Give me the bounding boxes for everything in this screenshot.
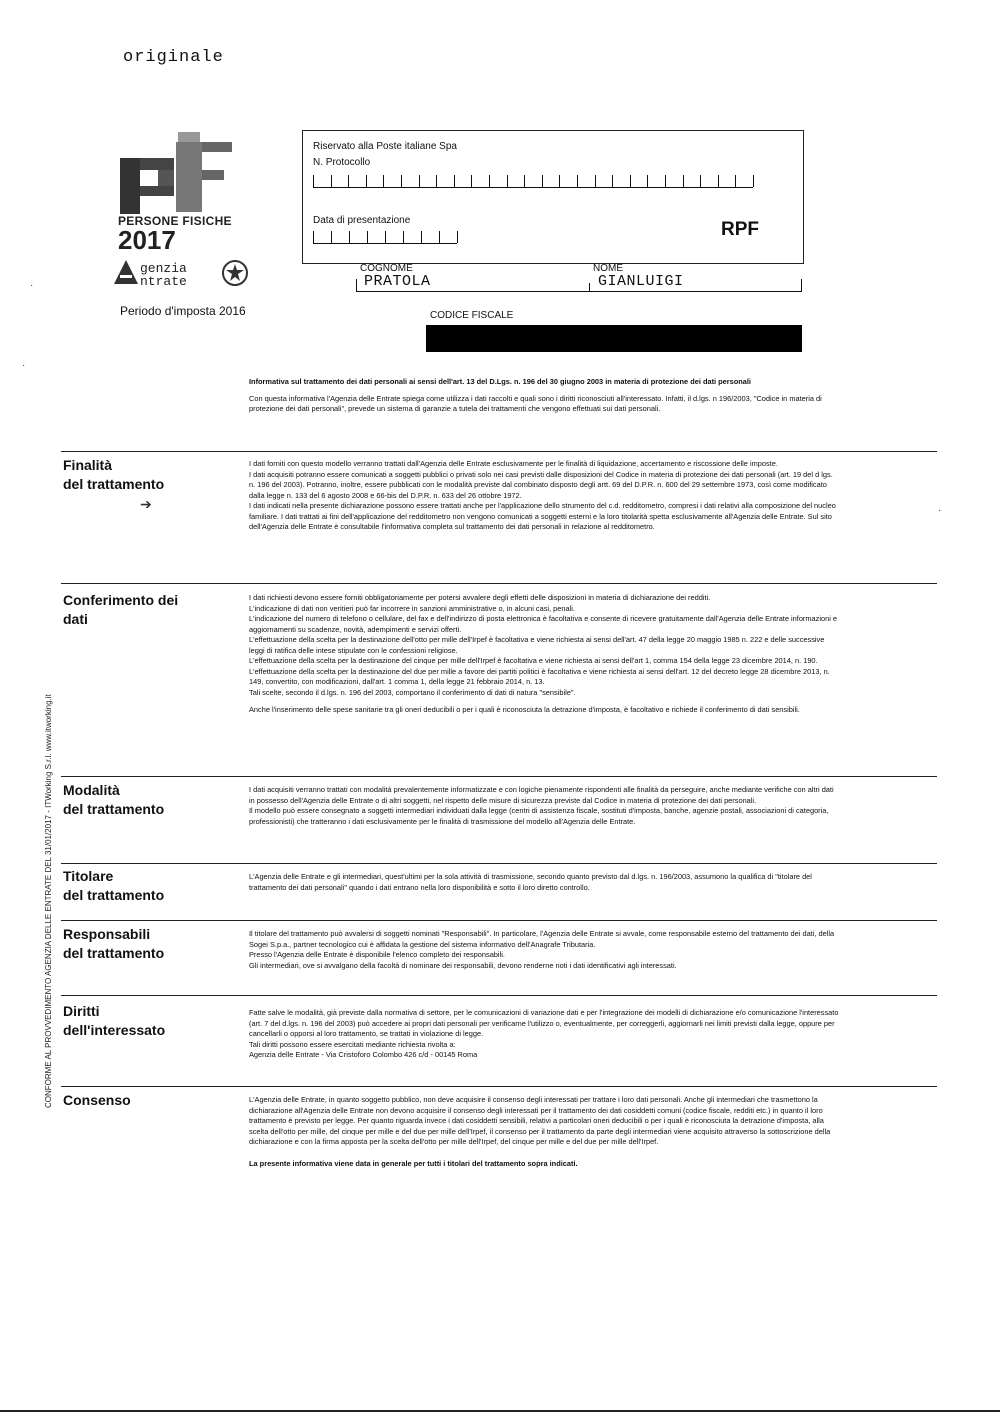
tick-mark xyxy=(735,175,736,187)
paragraph: I dati richiesti devono essere forniti obbligatoriamente per potersi avvalere degli effetti delle disposizioni in materia di dichiarazione dei redditi. xyxy=(249,593,711,602)
tick-mark xyxy=(647,175,648,187)
paragraph: Presso l'Agenzia delle Entrate è disponibile l'elenco completo dei responsabili. xyxy=(249,950,505,959)
surname-value: PRATOLA xyxy=(364,273,431,290)
tick-mark xyxy=(421,231,422,243)
section-title-line: Finalità xyxy=(63,457,113,473)
bottom-edge xyxy=(0,1410,1000,1412)
tick-mark xyxy=(454,175,455,187)
paragraph: Anche l'inserimento delle spese sanitarie tra gli oneri deducibili o per i quali è riconosciuta la detrazione d'imposta, è facoltativo e richiede il conferimento di dati sensibili. xyxy=(249,705,800,714)
section-body xyxy=(249,593,839,716)
reserved-box xyxy=(302,130,804,264)
divider xyxy=(61,776,937,777)
paragraph: Il titolare del trattamento può avvalersi di soggetti nominati "Responsabili". In particolare, l'Agenzia delle Entrate si avvale, come responsabile esterno del trattamento dei dati, della Sogei S.p.a., partner tecnologico cui è affidata la gestione del sistema informativo dell'Anagrafe Tributaria. xyxy=(249,929,835,949)
divider xyxy=(61,863,937,864)
closing-note: La presente informativa viene data in generale per tutti i titolari del trattamento sopra indicati. xyxy=(249,1158,578,1168)
section-title xyxy=(63,781,164,819)
protocol-label: N. Protocollo xyxy=(313,157,371,168)
tick-mark xyxy=(471,175,472,187)
section-title-line: dati xyxy=(63,611,88,627)
divider xyxy=(61,1086,937,1087)
section-title-line: dell'interessato xyxy=(63,1022,166,1038)
section-title-line: del trattamento xyxy=(63,887,165,903)
paragraph: Tali scelte, secondo il d.lgs. n. 196 del 2003, comportano il conferimento di dati di natura "sensibile". xyxy=(249,687,576,697)
fiscal-code-label: CODICE FISCALE xyxy=(430,310,514,321)
section-body xyxy=(249,1008,839,1061)
tick-mark xyxy=(403,231,404,243)
section-body xyxy=(249,1095,839,1169)
logo-line2: 2017 xyxy=(118,225,176,255)
paragraph: L'indicazione di dati non veritieri può far incorrere in sanzioni amministrative o, in alcuni casi, penali. xyxy=(249,603,575,613)
section-title-line: del trattamento xyxy=(63,801,165,817)
section-title xyxy=(63,925,164,963)
tick-mark xyxy=(753,175,754,187)
name-value: GIANLUIGI xyxy=(598,273,684,290)
paragraph: L'effettuazione della scelta per la destinazione del cinque per mille dell'Irpef è facoltativa e viene richiesta ai sensi dell'art 1, comma 154 della legge 23 dicembre 2014, n. 190. xyxy=(249,656,818,665)
section-title-line: Conferimento dei xyxy=(63,592,179,608)
tick-mark xyxy=(718,175,719,187)
tick-mark xyxy=(313,175,314,187)
section-title-line: del trattamento xyxy=(63,945,165,961)
section-body xyxy=(249,459,839,533)
name-label: NOME xyxy=(593,263,623,274)
divider xyxy=(61,451,937,452)
tick-mark xyxy=(489,175,490,187)
scan-mark: · xyxy=(30,280,34,291)
protocol-field xyxy=(313,175,753,188)
tick-mark xyxy=(439,231,440,243)
scan-mark: · xyxy=(22,360,26,371)
paragraph: L'Agenzia delle Entrate e gli intermediari, quest'ultimi per la sola attività di trasmissione, secondo quanto previsto dal d.lgs. n. 196/2003, assumono la qualifica di "titolare del trattamento dei dati personali" quando i dati entrano nella loro disponibilità e sotto il loro diretto controllo. xyxy=(249,872,812,892)
paragraph: I dati acquisiti verranno trattati con modalità prevalentemente informatizzate e con logiche pienamente rispondenti alle finalità da perseguire, anche mediante verifiche con altri dati in possesso dell'Agenzia delle Entrate o di altri soggetti, nel rispetto delle misure di sicurezza previste dal Codice in materia di protezione dei dati personali. xyxy=(249,785,834,805)
arrow-icon: ➔ xyxy=(140,496,152,512)
tick-mark xyxy=(559,175,560,187)
tick-mark xyxy=(542,175,543,187)
paragraph: Agenzia delle Entrate - Via Cristoforo Colombo 426 c/d - 00145 Roma xyxy=(249,1050,478,1059)
tick-mark xyxy=(630,175,631,187)
tick-mark xyxy=(385,231,386,243)
section-body xyxy=(249,872,839,893)
tick-mark xyxy=(367,231,368,243)
section-title xyxy=(63,456,164,494)
surname-label: COGNOME xyxy=(360,263,413,274)
tick-mark xyxy=(700,175,701,187)
tick-mark xyxy=(457,231,458,243)
paragraph: L'Agenzia delle Entrate, in quanto soggetto pubblico, non deve acquisire il consenso degli interessati per trattare i loro dati personali. Anche gli intermediari che trasmettono la dichiarazione all'Agenzia delle Entrate non devono acquisire il consenso degli interessati per il trattamento dei dati cosiddetti comuni (codice fiscale, redditi etc.) in quanto il loro trattamento è previsto per legge. Per quanto riguarda invece i dati cosiddetti sensibili, relativi a particolari oneri deducibili o per i quali è riconosciuta la detrazione d'imposta, alla scelta dell'otto per mille, del cinque per mille e del due per mille dell'Irpef, il consenso per il trattamento da parte degli intermediari viene acquisito attraverso la sottoscrizione della dichiarazione e con la firma apposta per la scelta dell'otto per mille dell'Irpef, del cinque per mille e del due per mille dell'Irpef. xyxy=(249,1095,831,1146)
tick-mark xyxy=(436,175,437,187)
paragraph: Tali diritti possono essere esercitati mediante richiesta rivolta a: xyxy=(249,1039,456,1049)
tick-mark xyxy=(524,175,525,187)
paragraph: Fatte salve le modalità, già previste dalla normativa di settore, per le comunicazioni di variazione dati e per l'integrazione dei modelli di dichiarazione e/o comunicazione l'interessato (art. 7 del d.lgs. n. 196 del 2003) può accedere ai propri dati personali per verificarne l'utilizzo o, eventualmente, per correggerli, aggiornarli nei limiti previsti dalla legge, oppure per cancellarli o opporsi al loro trattamento, se trattati in violazione di legge. xyxy=(249,1008,839,1038)
agency-line2: ntrate xyxy=(140,274,187,289)
section-title-line: Consenso xyxy=(63,1092,131,1108)
intro-title: Informativa sul trattamento dei dati personali ai sensi dell'art. 13 del D.Lgs. n. 196 del 30 giugno 2003 in materia di protezione dei dati personali xyxy=(249,377,751,386)
agency-line1: genzia xyxy=(140,261,187,276)
tick-mark xyxy=(507,175,508,187)
divider xyxy=(61,920,937,921)
tick-mark xyxy=(577,175,578,187)
paragraph: L'effettuazione della scelta per la destinazione del due per mille a favore dei partiti politici è facoltativa e viene richiesta ai sensi dell'art. 12 del decreto legge 28 dicembre 2013, n. 149, convertito, con modificazioni, dall'art. 1 comma 1, della legge 21 febbraio 2014, n. 13. xyxy=(249,666,830,686)
scan-mark: · xyxy=(938,505,942,516)
fiscal-code-redacted xyxy=(426,325,802,352)
paragraph: I dati indicati nella presente dichiarazione possono essere trattati anche per l'applicazione dello strumento del c.d. redditometro, compresi i dati relativi alla composizione del nucleo familiare. I dati trattati ai fini dell'applicazione del redditometro non vengono comunicati a soggetti esterni e la loro titolarità spetta esclusivamente all'Agenzia delle Entrate. Sul sito dell'Agenzia delle Entrate è consultabile l'informativa completa sul trattamento dei dati personali in relazione al redditometro. xyxy=(249,501,836,531)
logo-caption xyxy=(118,214,232,255)
divider xyxy=(61,995,937,996)
name-row xyxy=(356,275,802,292)
tick-mark xyxy=(331,175,332,187)
tick-mark xyxy=(383,175,384,187)
agency-a-icon xyxy=(112,258,140,286)
tick-mark xyxy=(612,175,613,187)
tick-mark xyxy=(419,175,420,187)
original-stamp: originale xyxy=(123,48,224,67)
section-title-line: Modalità xyxy=(63,782,120,798)
section-title-line: Diritti xyxy=(63,1003,100,1019)
reserved-title: Riservato alla Poste italiane Spa xyxy=(313,141,457,152)
tick-mark xyxy=(665,175,666,187)
paragraph: I dati forniti con questo modello verranno trattati dall'Agenzia delle Entrate esclusivamente per le finalità di liquidazione, accertamento e riscossione delle imposte. xyxy=(249,459,778,468)
agency-name xyxy=(140,262,187,288)
divider xyxy=(61,583,937,584)
paragraph: L'effettuazione della scelta per la destinazione dell'otto per mille dell'Irpef è facoltativa e viene richiesta ai sensi dell'art. 47 della legge 20 maggio 1985 n. 222 e delle successive leggi di ratifica delle intese stipulate con le confessioni religiose. xyxy=(249,635,825,655)
tax-period: Periodo d'imposta 2016 xyxy=(120,304,246,318)
tick-mark xyxy=(331,231,332,243)
logo-line1: PERSONE FISICHE xyxy=(118,214,232,228)
tick-mark xyxy=(349,231,350,243)
paragraph: I dati acquisiti potranno essere comunicati a soggetti pubblici o privati solo nei casi previsti dalle disposizioni del Codice in materia di protezione dei dati personali (art. 19 del d lgs. n. 196 del 2003). Potranno, inoltre, essere pubblicati con le modalità previste dal combinato disposto degli artt. 69 del D.P.R. n. 600 del 29 settembre 1973, così come modificato dalla legge n. 133 del 6 agosto 2008 e 66-bis del D.P.R. n. 633 del 26 ottobre 1972. xyxy=(249,469,833,500)
paragraph: Il modello può essere consegnato a soggetti intermediari individuati dalla legge (centri di assistenza fiscale, sostituti d'imposta, banche, agenzie postali, associazioni di categoria, professionisti) che tratteranno i dati esclusivamente per le finalità di trasmissione del modello all'Agenzia delle Entrate. xyxy=(249,806,829,826)
tick-mark xyxy=(366,175,367,187)
date-field xyxy=(313,231,457,244)
paragraph: L'indicazione del numero di telefono o cellulare, del fax e dell'indirizzo di posta elettronica è facoltativa e consente di ricevere gratuitamente dall'Agenzia delle Entrate informazioni e aggiornamenti su scadenze, novità, adempimenti e servizi offerti. xyxy=(249,614,838,634)
date-label: Data di presentazione xyxy=(313,215,411,226)
intro xyxy=(249,377,839,415)
section-title-line: del trattamento xyxy=(63,476,165,492)
tick-mark xyxy=(313,231,314,243)
section-title xyxy=(63,1002,165,1040)
section-title-line: Responsabili xyxy=(63,926,151,942)
fiscal-code-ticks-bottom xyxy=(426,352,802,357)
paragraph: Gli intermediari, ove si avvalgano della facoltà di nominare dei responsabili, devono renderne noti i dati identificativi agli interessati. xyxy=(249,960,677,970)
form-code: RPF xyxy=(721,219,759,240)
section-title xyxy=(63,591,178,629)
tick-mark xyxy=(401,175,402,187)
tick-mark xyxy=(683,175,684,187)
section-title xyxy=(63,867,164,905)
tick-mark xyxy=(595,175,596,187)
section-title-line: Titolare xyxy=(63,868,114,884)
intro-text: Con questa informativa l'Agenzia delle Entrate spiega come utilizza i dati raccolti e quali sono i diritti riconosciuti all'interessato. Infatti, il d.lgs. n 196/2003, "Codice in materia di protezione dei dati personali", prevede un sistema di garanzie a tutela dei trattamenti che vengono effettuati sui dati personali. xyxy=(249,393,822,413)
section-body xyxy=(249,785,839,827)
tick-mark xyxy=(348,175,349,187)
side-note: CONFORME AL PROVVEDIMENTO AGENZIA DELLE ENTRATE DEL 31/01/2017 - ITWorking S.r.l. www.itworking.it xyxy=(44,694,53,1108)
section-body xyxy=(249,929,839,971)
section-title xyxy=(63,1091,131,1110)
republic-emblem-icon xyxy=(218,258,252,290)
